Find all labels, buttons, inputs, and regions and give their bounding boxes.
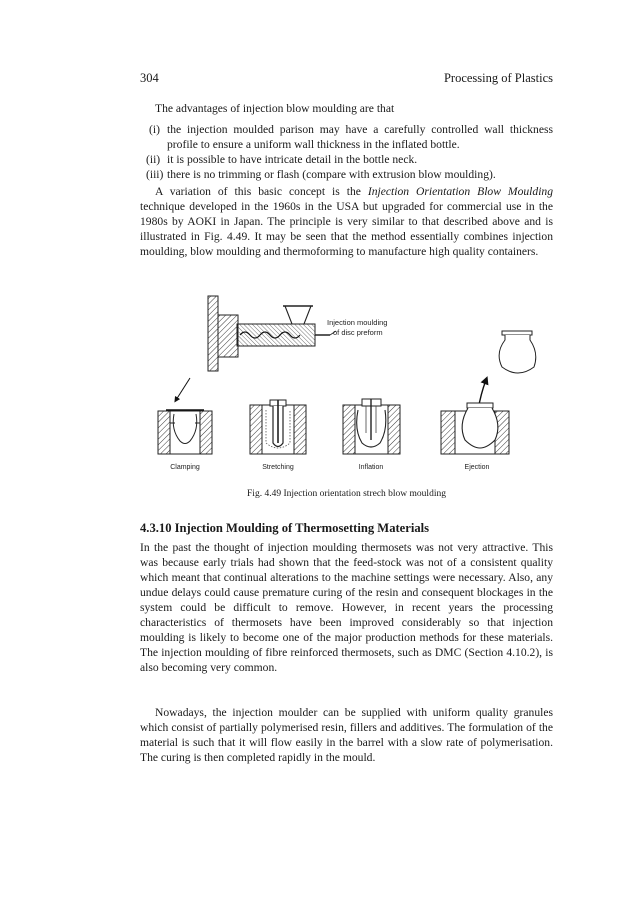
list-item-number: (iii) — [146, 168, 164, 181]
arrow-to-clamping — [176, 378, 190, 400]
list-item — [140, 167, 553, 182]
injection-unit — [208, 296, 330, 371]
stage-inflation-mould — [343, 399, 400, 454]
list-item-number: (ii) — [146, 153, 161, 166]
list-item — [140, 152, 553, 167]
ejected-container — [499, 331, 536, 373]
annotation-line-2: of disc preform — [333, 328, 383, 337]
page-number: 304 — [140, 71, 159, 85]
stage-clamping-mould — [158, 410, 212, 454]
section-heading: 4.3.10 Injection Moulding of Thermosetting Materials — [140, 521, 430, 535]
list-item-text: the injection moulded parison may have a carefully controlled wall thickness profile to ensure a uniform wall thickness in the inflated bottle. — [167, 123, 553, 151]
list-item — [140, 122, 553, 152]
running-title: Processing of Plastics — [443, 71, 553, 85]
section-paragraph-1: In the past the thought of injection moulding thermosets was not very attractive. This was because early trials had shown that the feed-stock was not of a consistent quality which meant that continual alterations to the machine settings were necessary. Also, any undue delays could cause premature curing of the resin and consequent blockages in the system could be difficult to remove. However, in recent years the processing characteristics of thermosets have been improved considerably so that injection moulding is likely to become one of the major production methods for these materials. The injection moulding of fibre reinforced thermosets, such as DMC (Section 4.10.2), is also becoming very common. — [140, 541, 553, 674]
stage-label-inflation: Inflation — [358, 464, 384, 471]
variation-technique-name: Injection Orientation Blow Moulding — [367, 185, 554, 198]
figure-4-49 — [140, 293, 553, 508]
variation-text-before: A variation of this basic concept is the — [155, 185, 368, 198]
stage-ejection-mould — [441, 403, 509, 454]
figure-caption: Fig. 4.49 Injection orientation strech blow moulding — [247, 489, 446, 499]
variation-text-after: technique developed in the 1960s in the USA but upgraded for commercial use in the 1980s by AOKI in Japan. The principle is very similar to that described above and is illustrated in Fig. 4.49. It may be seen that the method essentially combines injection moulding, blow moulding and thermoforming to manufacture high quality containers. — [140, 200, 553, 258]
list-item-text: there is no trimming or flash (compare with extrusion blow moulding). — [167, 168, 496, 181]
advantages-list — [140, 122, 553, 182]
stage-label-clamping: Clamping — [170, 464, 200, 471]
advantages-intro: The advantages of injection blow moulding are that — [155, 102, 395, 115]
stage-label-stretching: Stretching — [262, 464, 294, 471]
list-item-text: it is possible to have intricate detail in the bottle neck. — [167, 153, 418, 166]
annotation-line-1: Injection moulding — [327, 318, 388, 327]
running-header — [140, 71, 553, 89]
variation-paragraph — [140, 184, 553, 259]
process-diagram — [140, 293, 553, 508]
section-paragraph-2: Nowadays, the injection moulder can be supplied with uniform quality granules which consist of partially polymerised resin, fillers and additives. The formulation of the material is such that it will flow easily in the barrel with a slow rate of polymerisation. The curing is then completed rapidly in the mould. — [140, 706, 553, 764]
stage-label-ejection: Ejection — [464, 464, 490, 471]
stage-stretching-mould — [250, 400, 306, 454]
list-item-number: (i) — [149, 123, 160, 136]
